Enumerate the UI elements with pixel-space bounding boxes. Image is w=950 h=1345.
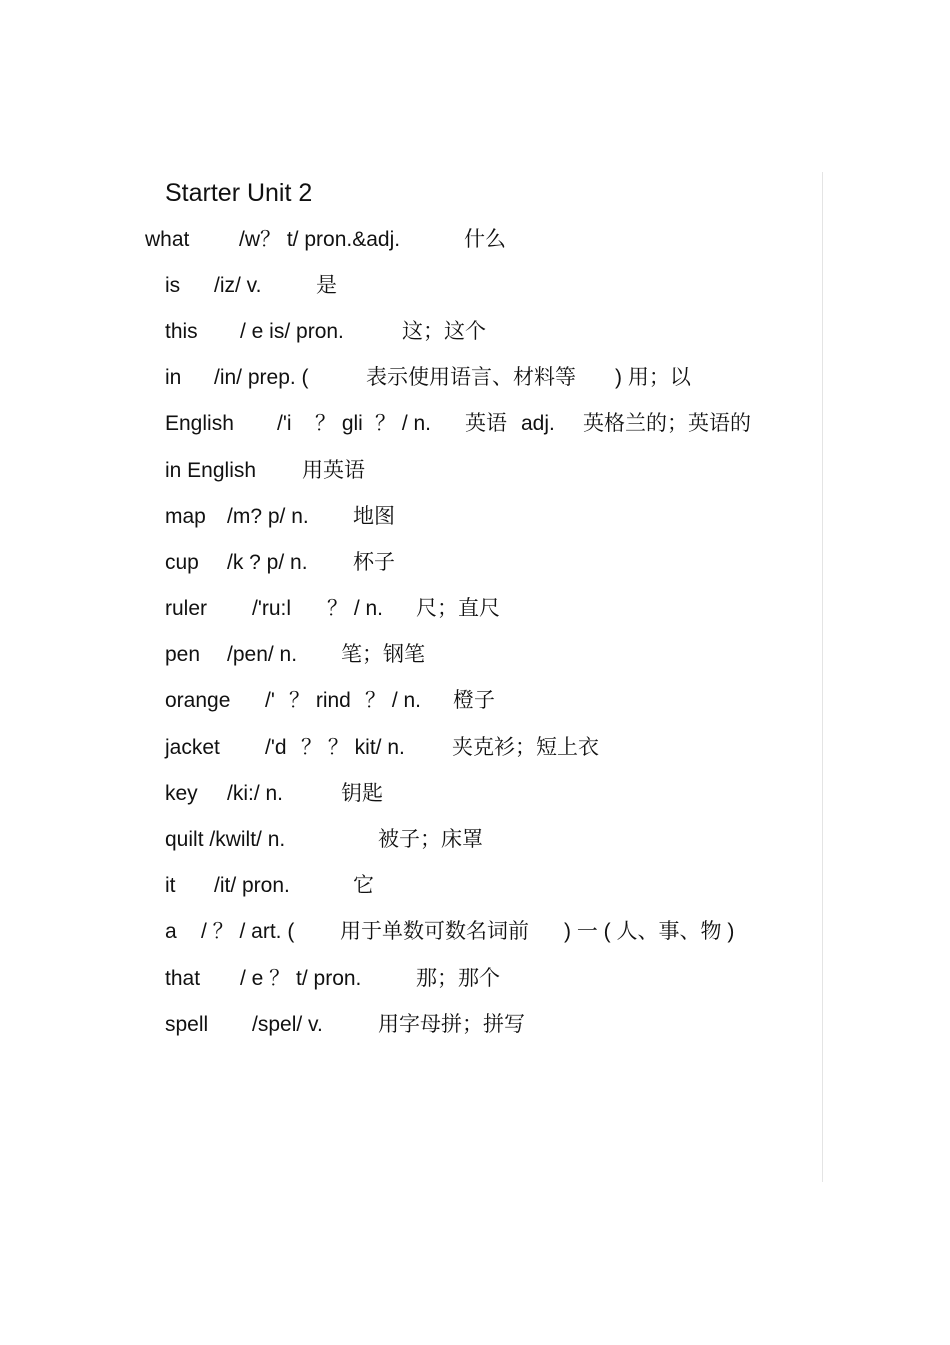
vocab-pronunciation: /'i — [277, 412, 292, 435]
vocab-meaning: ) 一 ( 人、事、物 ) — [564, 920, 735, 943]
vocab-word: jacket — [165, 736, 220, 759]
vocab-pronunciation: ？ ？ kit/ n. — [301, 736, 405, 759]
vocab-pronunciation: /m? p/ n. — [227, 505, 309, 528]
vocab-pronunciation: /it/ pron. — [214, 874, 290, 897]
vocab-meaning: 用英语 — [302, 459, 365, 482]
vocab-pronunciation: ？ rind — [289, 689, 351, 712]
page-right-rule — [822, 172, 823, 1182]
vocab-word: ruler — [165, 597, 208, 620]
vocab-meaning: 橙子 — [453, 689, 495, 712]
vocab-pronunciation: ？ / n. — [327, 597, 384, 620]
vocab-word: English — [165, 412, 234, 435]
vocab-word: in English — [165, 459, 257, 482]
vocab-meaning: 杯子 — [353, 551, 395, 574]
vocab-meaning: 它 — [353, 874, 374, 897]
vocab-word: pen — [165, 643, 201, 666]
vocab-pronunciation: /spel/ v. — [252, 1013, 323, 1036]
vocab-pronunciation: ？ gli — [315, 412, 363, 435]
page-title: Starter Unit 2 — [165, 179, 313, 207]
vocab-word: cup — [165, 551, 199, 574]
vocab-meaning: 这；这个 — [402, 320, 486, 343]
vocab-meaning: 尺；直尺 — [416, 597, 500, 620]
vocab-pronunciation: /iz/ v. — [214, 274, 262, 297]
vocab-word: this — [165, 320, 198, 343]
vocab-word: in — [165, 366, 182, 389]
vocab-word: that — [165, 967, 201, 990]
vocab-note: 表示使用语言、材料等 — [366, 366, 576, 389]
vocab-pronunciation: /' — [265, 689, 275, 712]
vocab-part-of-speech: adj. — [521, 412, 555, 435]
vocab-pronunciation: ？ / n. — [375, 412, 432, 435]
vocab-meaning: 笔；钢笔 — [341, 643, 425, 666]
vocab-pronunciation: /'ru:l — [252, 597, 292, 620]
vocab-pronunciation: / e ？ t/ pron. — [240, 967, 362, 990]
vocab-meaning: 夹克衫；短上衣 — [452, 736, 599, 759]
vocab-pronunciation: /pen/ n. — [227, 643, 298, 666]
vocab-pronunciation: / ？ / art. ( — [201, 920, 295, 943]
vocab-meaning: 那；那个 — [416, 967, 500, 990]
vocab-pronunciation: /k ? p/ n. — [227, 551, 308, 574]
vocab-word: what — [145, 228, 190, 251]
vocab-word: it — [165, 874, 176, 897]
vocab-meaning: 什么 — [464, 228, 506, 251]
vocab-meaning: 是 — [316, 274, 337, 297]
vocab-pronunciation: /'d — [265, 736, 287, 759]
vocab-pronunciation: / e is/ pron. — [240, 320, 344, 343]
vocab-pronunciation: /w？ t/ pron.&adj. — [239, 228, 401, 251]
vocab-note: 用于单数可数名词前 — [340, 920, 529, 943]
vocab-meaning: 英语 — [465, 412, 507, 435]
vocab-meaning: ) 用；以 — [615, 366, 691, 389]
vocab-word: spell — [165, 1013, 209, 1036]
vocab-word: orange — [165, 689, 231, 712]
vocab-meaning: 地图 — [353, 505, 395, 528]
vocab-meaning: 被子；床罩 — [378, 828, 483, 851]
vocab-pronunciation: /in/ prep. ( — [214, 366, 309, 389]
vocab-word: key — [165, 782, 198, 805]
vocab-pronunciation: /ki:/ n. — [227, 782, 284, 805]
vocab-meaning: 英格兰的；英语的 — [583, 412, 751, 435]
vocab-word: quilt /kwilt/ n. — [165, 828, 286, 851]
vocab-word: a — [165, 920, 177, 943]
vocab-meaning: 钥匙 — [341, 782, 383, 805]
vocab-pronunciation: ？ / n. — [365, 689, 422, 712]
vocab-word: map — [165, 505, 206, 528]
vocab-meaning: 用字母拼；拼写 — [378, 1013, 525, 1036]
vocab-word: is — [165, 274, 181, 297]
